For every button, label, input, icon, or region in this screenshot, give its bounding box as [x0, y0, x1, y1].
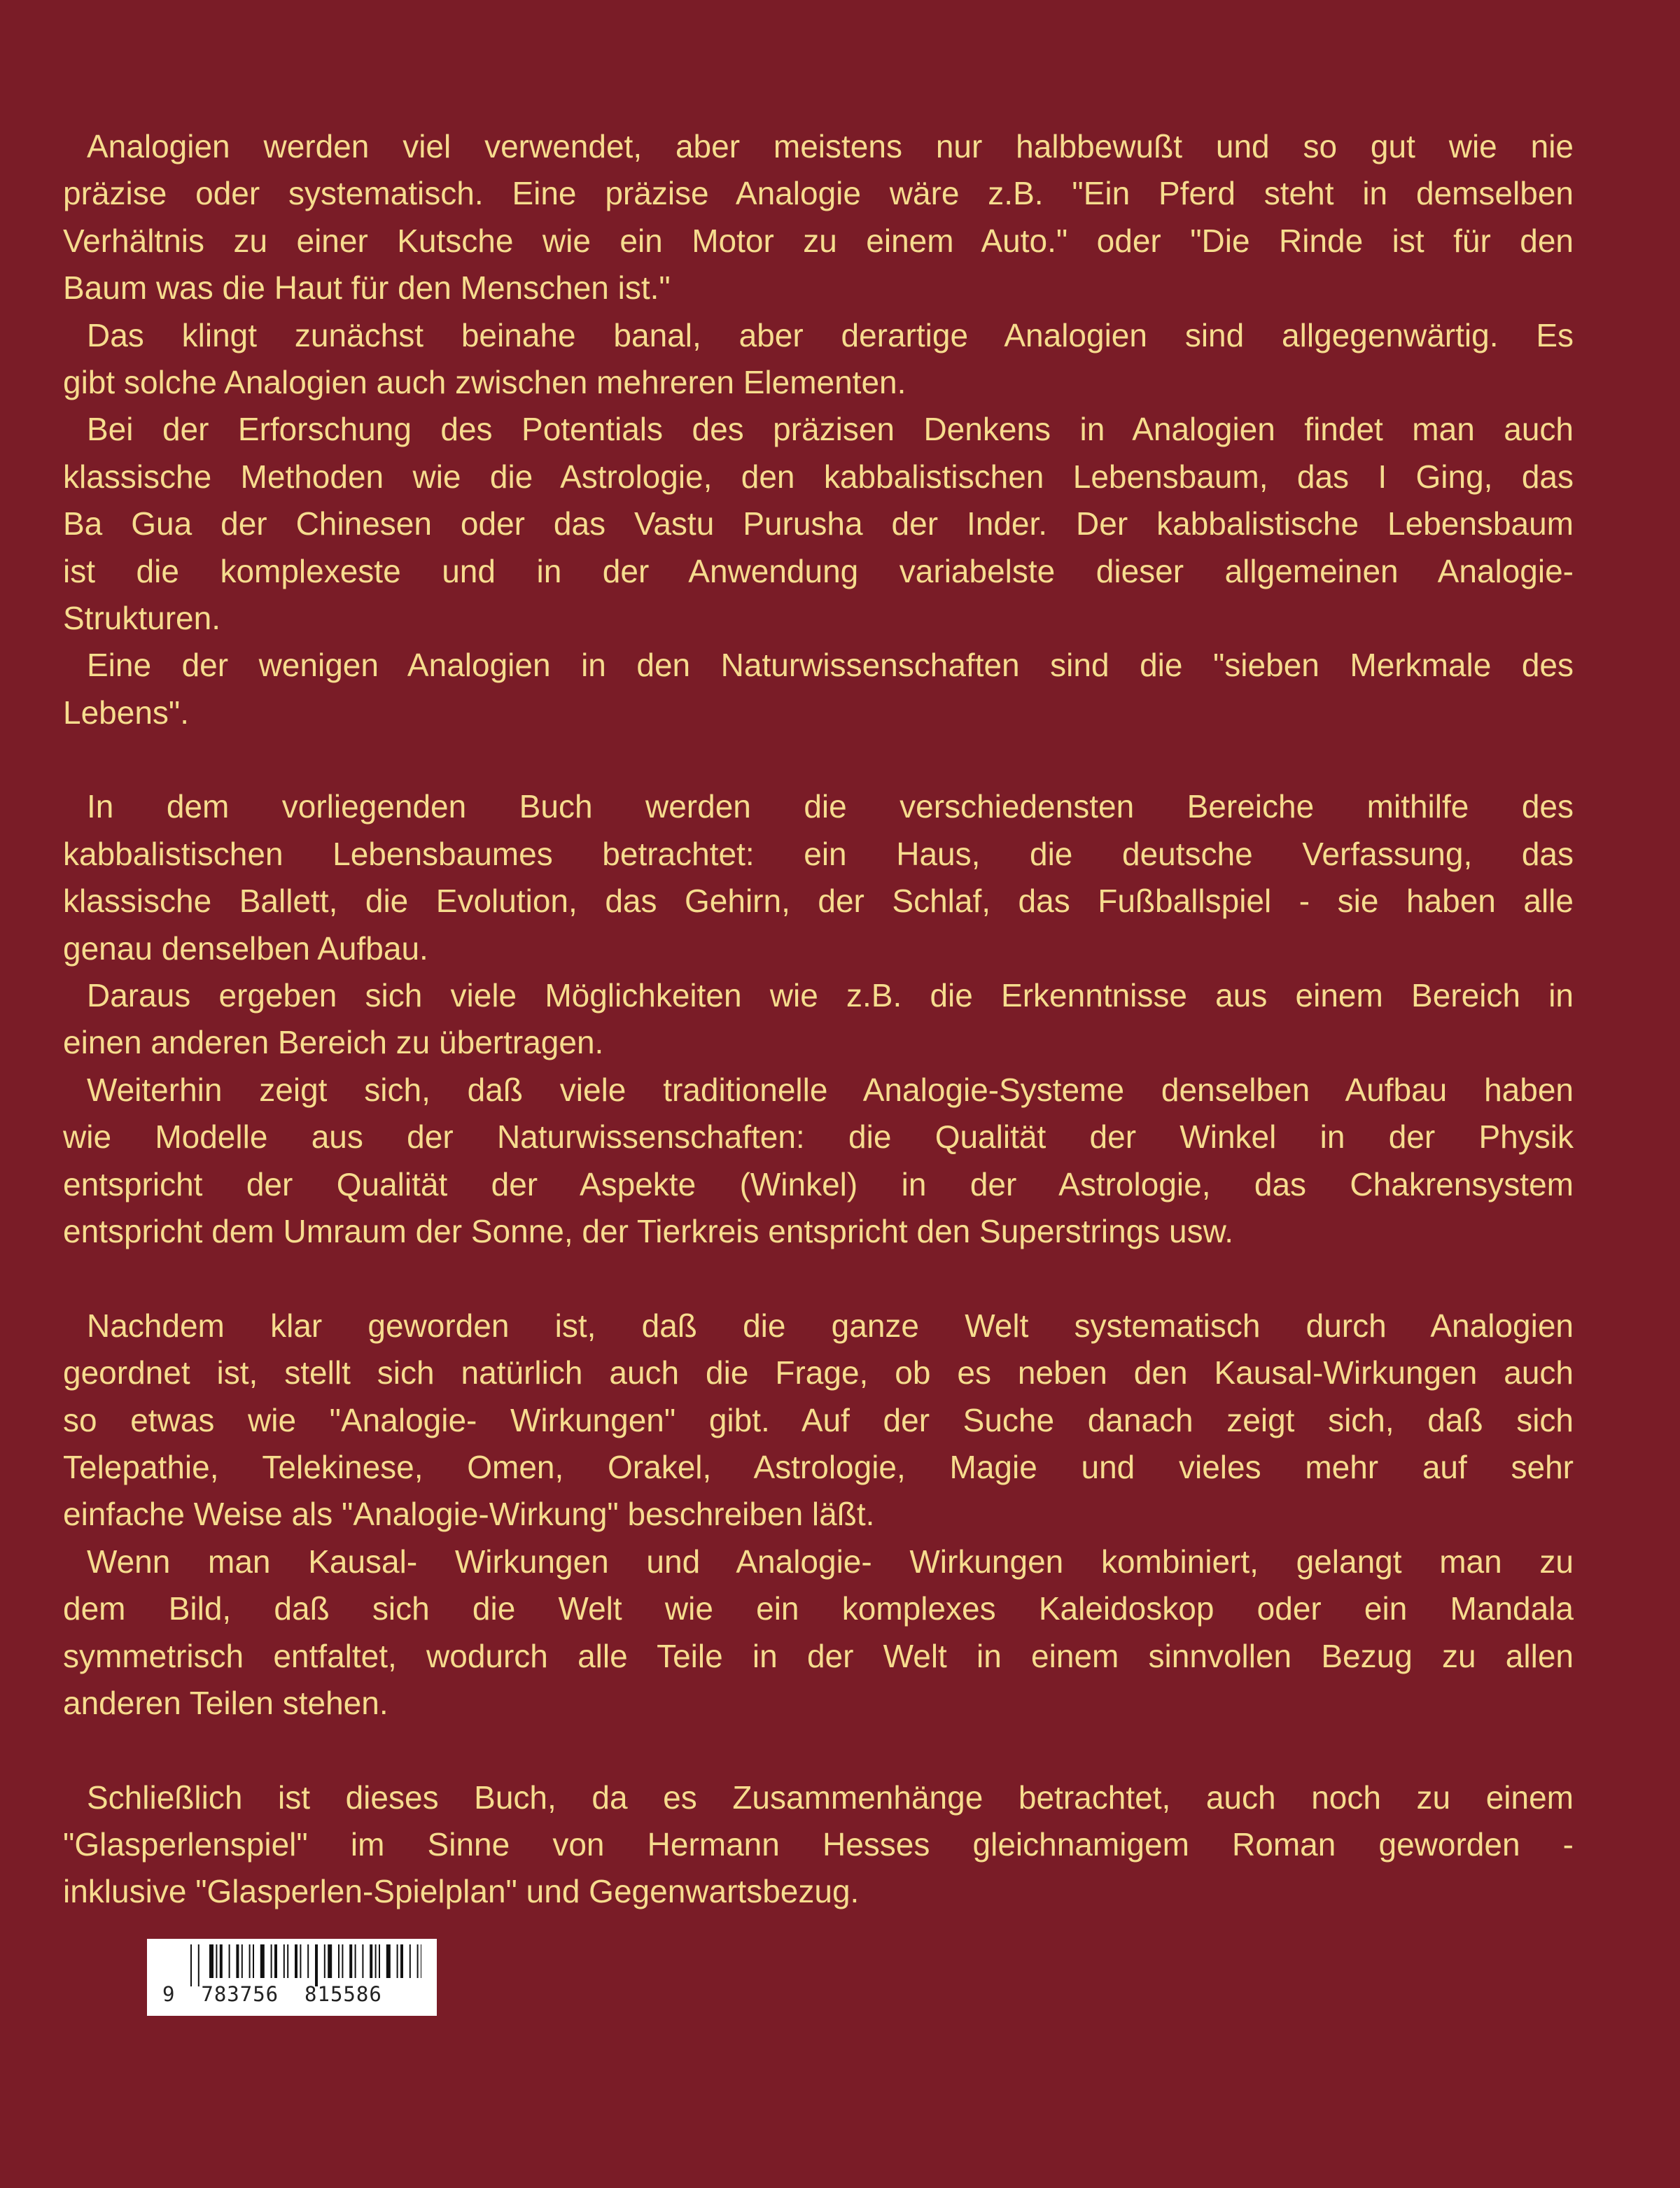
- barcode-bar: [284, 1944, 285, 1978]
- text-line: entspricht der Qualität der Aspekte (Winkel) in der Astrologie, das Chakrensystem: [63, 1165, 1574, 1202]
- barcode-bar: [209, 1944, 214, 1978]
- paragraph-gap: [63, 736, 1574, 783]
- paragraph-gap: [63, 1255, 1574, 1302]
- text-line: Wenn man Kausal- Wirkungen und Analogie- Wirkungen kombiniert, gelangt man zu: [87, 1543, 1574, 1580]
- barcode-bar: [229, 1944, 230, 1978]
- paragraph-gap: [63, 1727, 1574, 1774]
- barcode-bar: [375, 1944, 377, 1978]
- barcode-bar: [400, 1944, 403, 1978]
- barcode-bars: [190, 1944, 421, 1986]
- barcode-bar: [342, 1944, 343, 1978]
- isbn-number: 9 783756 815586: [162, 1982, 382, 2006]
- barcode-bar: [253, 1944, 254, 1978]
- text-line: In dem vorliegenden Buch werden die verschiedensten Bereiche mithilfe des: [87, 788, 1574, 825]
- barcode-bar: [379, 1944, 380, 1978]
- barcode-bar: [241, 1944, 243, 1978]
- barcode-bar: [260, 1944, 265, 1978]
- barcode-bar: [349, 1944, 352, 1978]
- barcode-bar: [397, 1944, 398, 1978]
- barcode-bar: [386, 1944, 391, 1978]
- barcode-bar: [274, 1944, 277, 1978]
- text-line: Telepathie, Telekinese, Omen, Orakel, Astrologie, Magie und vieles mehr auf sehr: [63, 1448, 1574, 1485]
- text-line: Lebens".: [63, 694, 190, 731]
- text-line: kabbalistischen Lebensbaumes betrachtet: ein Haus, die deutsche Verfassung, das: [63, 835, 1574, 872]
- barcode-bar: [328, 1944, 332, 1978]
- text-line: Nachdem klar geworden ist, daß die ganze Welt systematisch durch Analogien: [87, 1307, 1574, 1344]
- barcode-bar: [315, 1944, 318, 1986]
- text-line: genau denselben Aufbau.: [63, 930, 428, 967]
- text-line: inklusive "Glasperlen-Spielplan" und Gegenwartsbezug.: [63, 1873, 860, 1910]
- barcode-bar: [362, 1944, 363, 1978]
- barcode-bar: [324, 1944, 326, 1978]
- text-line: Analogien werden viel verwendet, aber meistens nur halbbewußt und so gut wie nie: [87, 128, 1574, 164]
- text-line: Schließlich ist dieses Buch, da es Zusammenhänge betrachtet, auch noch zu einem: [87, 1779, 1574, 1816]
- text-line: geordnet ist, stellt sich natürlich auch die Frage, ob es neben den Kausal-Wirkungen auch: [63, 1354, 1574, 1391]
- text-line: "Glasperlenspiel" im Sinne von Hermann Hesses gleichnamigem Roman geworden -: [63, 1826, 1574, 1863]
- barcode-bar: [287, 1944, 288, 1978]
- text-line: Verhältnis zu einer Kutsche wie ein Motor zu einem Auto." oder "Die Rinde ist für den: [63, 222, 1574, 259]
- barcode-bar: [249, 1944, 251, 1978]
- text-line: Daraus ergeben sich viele Möglichkeiten wie z.B. die Erkenntnisse aus einem Bereich in: [87, 977, 1574, 1014]
- text-line: Eine der wenigen Analogien in den Naturwissenschaften sind die "sieben Merkmale des: [87, 647, 1574, 684]
- text-line: entspricht dem Umraum der Sonne, der Tierkreis entspricht den Superstrings usw.: [63, 1212, 1234, 1249]
- barcode-bar: [295, 1944, 298, 1978]
- text-line: Ba Gua der Chinesen oder das Vastu Purusha der Inder. Der kabbalistische Lebensbaum: [63, 505, 1574, 542]
- text-line: ist die komplexeste und in der Anwendung variabelste dieser allgemeinen Analogie-: [63, 552, 1574, 589]
- back-cover-text: [63, 123, 1574, 1916]
- barcode-bar: [198, 1944, 200, 1986]
- barcode-bar: [271, 1944, 272, 1978]
- barcode-bar: [300, 1944, 301, 1978]
- text-line: so etwas wie "Analogie- Wirkungen" gibt. Auf der Suche danach zeigt sich, daß sich: [63, 1401, 1574, 1438]
- text-line: gibt solche Analogien auch zwischen mehreren Elementen.: [63, 363, 906, 400]
- barcode-bar: [216, 1944, 217, 1978]
- text-line: dem Bild, daß sich die Welt wie ein komplexes Kaleidoskop oder ein Mandala: [63, 1590, 1574, 1627]
- barcode-bar: [220, 1944, 223, 1978]
- text-line: Das klingt zunächst beinahe banal, aber derartige Analogien sind allgegenwärtig. Es: [87, 316, 1574, 353]
- text-line: präzise oder systematisch. Eine präzise Analogie wäre z.B. "Ein Pferd steht in demselben: [63, 175, 1574, 212]
- text-line: klassische Ballett, die Evolution, das Gehirn, der Schlaf, das Fußballspiel - sie haben alle: [63, 883, 1574, 920]
- text-line: Bei der Erforschung des Potentials des präzisen Denkens in Analogien findet man auch: [87, 411, 1574, 448]
- text-line: symmetrisch entfaltet, wodurch alle Teile in der Welt in einem sinnvollen Bezug zu allen: [63, 1637, 1574, 1674]
- isbn-barcode: [147, 1939, 437, 2016]
- barcode-bar: [338, 1944, 340, 1978]
- barcode-bar: [190, 1944, 192, 1986]
- text-line: Weiterhin zeigt sich, daß viele traditionelle Analogie-Systeme denselben Aufbau haben: [87, 1071, 1574, 1108]
- text-line: Strukturen.: [63, 599, 220, 636]
- text-line: einfache Weise als "Analogie-Wirkung" beschreiben läßt.: [63, 1496, 875, 1533]
- barcode-bar: [370, 1944, 372, 1978]
- barcode-bar: [355, 1944, 356, 1978]
- text-line: wie Modelle aus der Naturwissenschaften: die Qualität der Winkel in der Physik: [63, 1118, 1574, 1156]
- text-line: Baum was die Haut für den Menschen ist.": [63, 269, 671, 307]
- text-line: anderen Teilen stehen.: [63, 1684, 388, 1721]
- barcode-bar: [410, 1944, 411, 1978]
- barcode-bar: [417, 1944, 419, 1978]
- barcode-bar: [236, 1944, 239, 1978]
- text-line: klassische Methoden wie die Astrologie, den kabbalistischen Lebensbaum, das I Ging, das: [63, 458, 1574, 495]
- barcode-bar: [307, 1944, 309, 1978]
- text-line: einen anderen Bereich zu übertragen.: [63, 1024, 604, 1061]
